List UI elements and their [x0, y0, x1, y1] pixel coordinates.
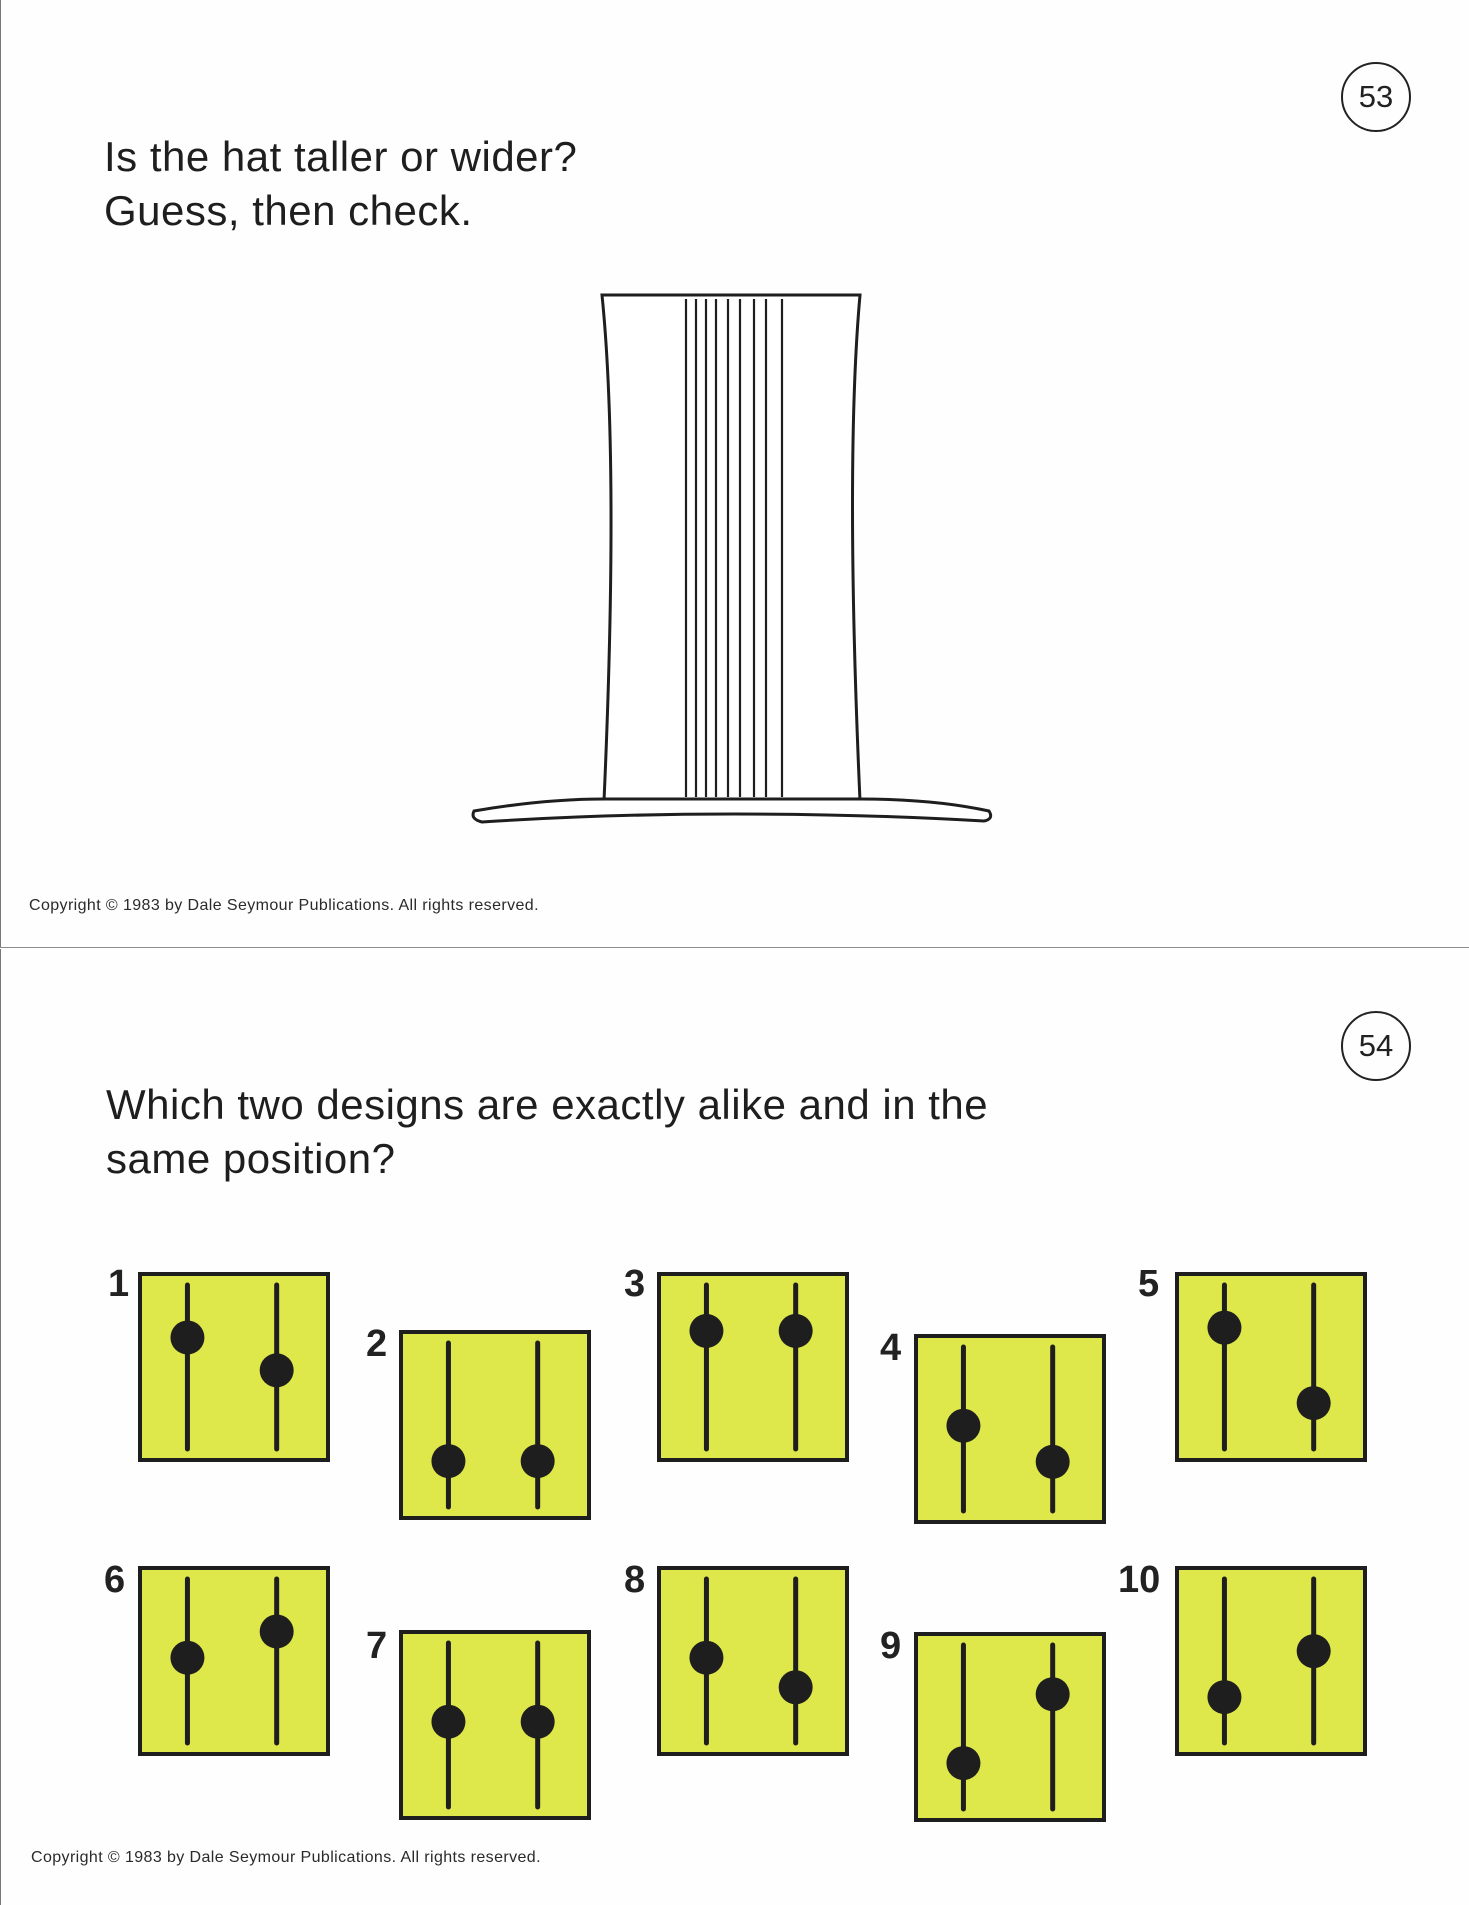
right-dot	[521, 1444, 555, 1478]
right-dot	[1036, 1445, 1070, 1479]
design-4	[913, 1333, 1107, 1525]
design-box	[1177, 1274, 1365, 1460]
copyright-notice: Copyright © 1983 by Dale Seymour Publications. All rights reserved.	[31, 1849, 541, 1866]
left-dot	[946, 1409, 980, 1443]
left-dot	[431, 1444, 465, 1478]
design-box	[916, 1336, 1104, 1522]
design-2	[398, 1329, 592, 1521]
hat-crown	[602, 295, 860, 801]
question-line-2: Guess, then check.	[104, 187, 473, 234]
question-line-1: Is the hat taller or wider?	[104, 133, 578, 180]
design-label: 2	[366, 1323, 388, 1365]
card-edge	[0, 0, 1, 947]
right-dot	[1297, 1634, 1331, 1668]
design-3	[656, 1271, 850, 1463]
question-text	[106, 1078, 988, 1186]
hat-brim	[473, 799, 991, 822]
design-label: 10	[1118, 1559, 1161, 1601]
left-dot	[170, 1641, 204, 1675]
card-number-badge	[1341, 62, 1411, 132]
left-dot	[689, 1314, 723, 1348]
card-54	[0, 949, 1469, 1905]
top-hat-illustration	[464, 283, 1004, 833]
design-box	[140, 1274, 328, 1460]
design-label: 3	[624, 1263, 646, 1305]
left-dot	[431, 1705, 465, 1739]
design-label: 1	[108, 1263, 130, 1305]
right-dot	[779, 1314, 813, 1348]
design-box	[916, 1634, 1104, 1820]
design-9	[913, 1631, 1107, 1823]
right-dot	[779, 1670, 813, 1704]
right-dot	[1297, 1386, 1331, 1420]
design-6	[137, 1565, 331, 1757]
design-label: 6	[104, 1559, 126, 1601]
design-label: 9	[880, 1625, 902, 1667]
design-label: 7	[366, 1625, 388, 1667]
design-1	[137, 1271, 331, 1463]
question-line-1: Which two designs are exactly alike and in the	[106, 1081, 989, 1128]
design-label: 4	[880, 1327, 902, 1369]
right-dot	[260, 1614, 294, 1648]
right-dot	[1036, 1677, 1070, 1711]
question-text	[104, 130, 577, 238]
card-53	[0, 0, 1469, 948]
design-8	[656, 1565, 850, 1757]
right-dot	[521, 1705, 555, 1739]
design-label: 5	[1138, 1263, 1160, 1305]
design-label: 8	[624, 1559, 646, 1601]
design-5	[1174, 1271, 1368, 1463]
left-dot	[1207, 1680, 1241, 1714]
design-box	[401, 1632, 589, 1818]
left-dot	[170, 1320, 204, 1354]
copyright-notice: Copyright © 1983 by Dale Seymour Publications. All rights reserved.	[29, 897, 539, 914]
design-box	[1177, 1568, 1365, 1754]
card-edge	[0, 949, 1, 1905]
design-10	[1174, 1565, 1368, 1757]
left-dot	[689, 1641, 723, 1675]
question-line-2: same position?	[106, 1135, 396, 1182]
design-box	[659, 1274, 847, 1460]
design-box	[659, 1568, 847, 1754]
card-number: 53	[1358, 79, 1394, 114]
design-7	[398, 1629, 592, 1821]
right-dot	[260, 1353, 294, 1387]
left-dot	[946, 1746, 980, 1780]
left-dot	[1207, 1311, 1241, 1345]
card-number: 54	[1358, 1028, 1394, 1063]
card-number-badge	[1341, 1011, 1411, 1081]
design-box	[401, 1332, 589, 1518]
design-box	[140, 1568, 328, 1754]
